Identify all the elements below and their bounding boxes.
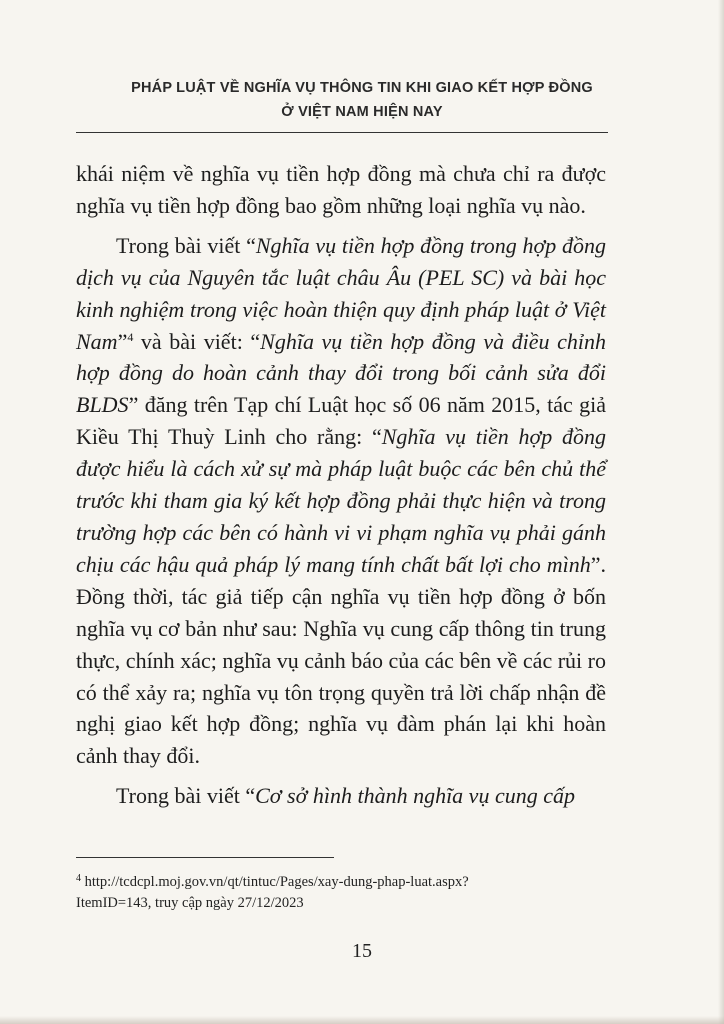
paragraph-2-mid-1: và bài viết: “ <box>133 328 261 354</box>
quoted-definition: Nghĩa vụ tiền hợp đồng được hiểu là cách xử sự mà pháp luật buộc các bên chủ thể trước khi tham gia ký kết hợp đồng phải thực hiện và trong trường hợp các bên có hành vi vi phạm nghĩa vụ phải gánh chịu các hậu quả pháp lý mang tính chất bất lợi cho mình <box>76 424 607 577</box>
footnote-line-2: ItemID=143, truy cập ngày 27/12/2023 <box>76 895 304 911</box>
cited-article-title-3: Cơ sở hình thành nghĩa vụ cung cấp <box>255 783 575 809</box>
paragraph-2 <box>76 230 606 772</box>
page-edge-shadow <box>718 0 724 1024</box>
page-number: 15 <box>352 940 372 962</box>
paragraph-2-mid-2: ” đăng trên Tạp chí Luật học số 06 năm 2015, tác giả Kiều Thị Thuỳ Linh cho rằng: “ <box>76 392 606 450</box>
footnote-divider <box>76 857 334 858</box>
header-divider <box>76 132 608 133</box>
paragraph-2-close-quote: ” <box>117 328 128 354</box>
paragraph-2-tail: ”. Đồng thời, tác giả tiếp cận nghĩa vụ tiền hợp đồng ở bốn nghĩa vụ cơ bản như sau: Nghĩa vụ cung cấp thông tin trung thực, chính xác; nghĩa vụ cảnh báo của các bên về các rủi ro có thể xảy ra; nghĩa vụ tôn trọng quyền trả lời chấp nhận đề nghị giao kết hợp đồng; nghĩa vụ đàm phán lại khi hoàn cảnh thay đổi. <box>76 551 606 769</box>
cited-article-title-1: Nghĩa vụ tiền hợp đồng trong hợp đồng dịch vụ của Nguyên tắc luật châu Âu (PEL SC) và bài học kinh nghiệm trong việc hoàn thiện quy định pháp luật ở Việt Nam <box>76 232 606 354</box>
paragraph-1-text: khái niệm về nghĩa vụ tiền hợp đồng mà chưa chỉ ra được nghĩa vụ tiền hợp đồng bao gồm những loại nghĩa vụ nào. <box>76 161 606 218</box>
cited-article-title-2: Nghĩa vụ tiền hợp đồng và điều chỉnh hợp đồng do hoàn cảnh thay đổi trong bối cảnh sửa đổi BLDS <box>76 328 606 418</box>
running-header <box>0 76 724 124</box>
running-header-line-2: Ở VIỆT NAM HIỆN NAY <box>281 104 443 120</box>
running-header-line-1: PHÁP LUẬT VỀ NGHĨA VỤ THÔNG TIN KHI GIAO KẾT HỢP ĐỒNG <box>131 80 593 96</box>
footnote <box>76 872 616 914</box>
footnote-url: http://tcdcpl.moj.gov.vn/qt/tintuc/Pages/xay-dung-phap-luat.aspx? <box>81 874 469 890</box>
paragraph-3 <box>76 780 606 812</box>
footnote-reference: 4 <box>127 329 134 344</box>
paragraph-2-lead: Trong bài viết “ <box>116 232 256 258</box>
footnote-line-1 <box>76 872 616 893</box>
footnote-number: 4 <box>76 873 81 884</box>
page-bottom-shadow <box>0 1016 724 1024</box>
body-text <box>76 158 606 812</box>
paragraph-3-lead: Trong bài viết “ <box>116 783 256 809</box>
paragraph-continuation <box>76 158 606 222</box>
